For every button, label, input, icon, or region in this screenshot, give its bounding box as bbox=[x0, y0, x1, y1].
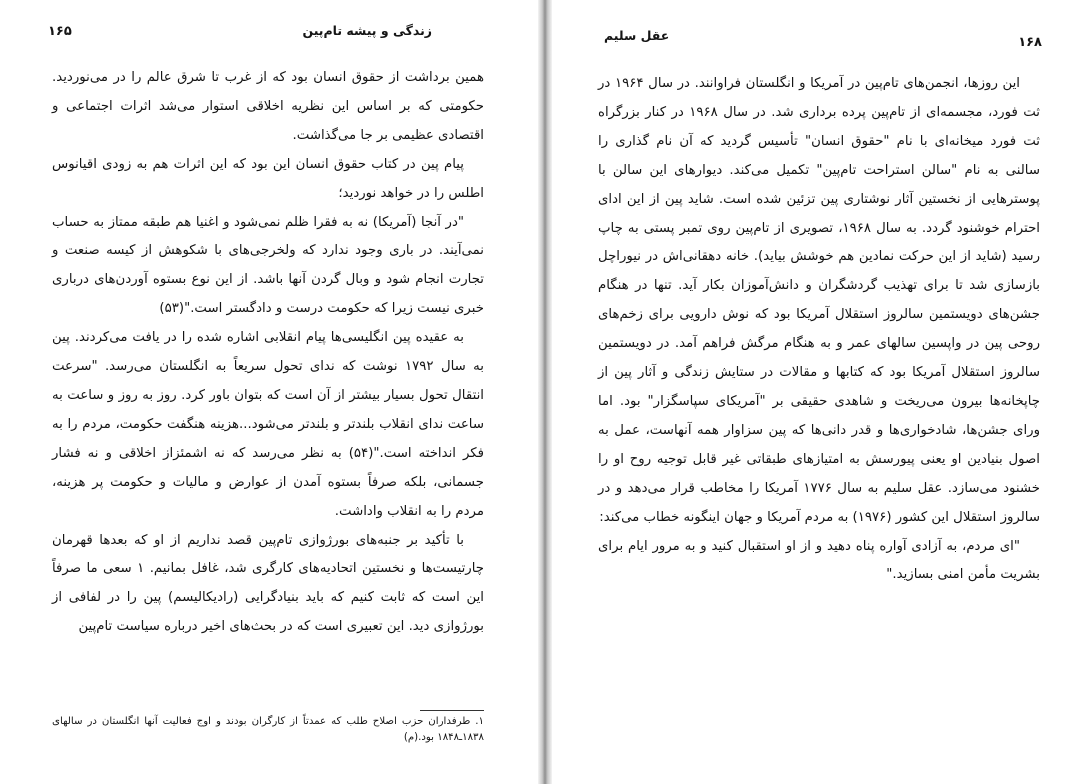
left-page-number: ۱۶۵ bbox=[48, 24, 72, 39]
paragraph: این روزها، انجمن‌های تام‌پین در آمریکا و انگلستان فراوانند. در سال ۱۹۶۴ در ثت فورد، مجسمه‌ای از تام‌پین پرده برداری شد. در سال ۱۹۶۸ در کنار بزرگراه ثت فورد میخانه‌ای با نام "حقوق انسان" تأسیس گردید که آن نام گذاری را سالنی به نام "سالن استراحت تام‌پین" تکمیل می‌کند. دیوارهای این سالن با پوسترهایی از نخستین آثار نوشتاری پین تزئین شده است. شاید پین از این ادای احترام خوشنود گردد. به سال ۱۹۶۸، تصویری از تام‌پین روی تمبر پستی به چاپ رسید (شاید از این حرکت نمادین هم خوشش بیاید). خانه دهقانی‌اش در نیوراچل بازسازی شد تا برای تهذیب گردشگران و دانش‌آموزان بکار آید. تنها در هنگام جشن‌های دویستمین سالروز استقلال آمریکا بود که نوش دارویی برای زخم‌های روحی پین در واپسین سالهای عمر و به هنگام مرگش فراهم آمد. در دویستمین سالروز استقلال آمریکا بود که کتابها و مقالات در ستایش زندگی و آثار پین از چاپخانه‌ها بیرون می‌ریخت و شاهدی حقیقی بر "آمریکای سپاسگزار" بود. اما ورای جشن‌ها، شادخواری‌ها و قدر دانی‌ها که پین سزاوار همه آنهاست، عمل به اصول بنیادین او یعنی پیورسش به امتیازهای طبقاتی غیر قابل توجیه روح او را خشنود می‌سازد. عقل سلیم به سال ۱۷۷۶ آمریکا را مخاطب قرار می‌دهد و در سالروز استقلال این کشور (۱۹۷۶) به مردم آمریکا و جهان اینگونه خطاب می‌کند: bbox=[598, 76, 1041, 525]
left-page bbox=[0, 0, 538, 784]
footnote: ۱. طرفداران حزب اصلاح طلب که عمدتاً از کارگران بودند و اوج فعالیت آنها انگلستان در سالهای ۱۸۳۸ـ۱۸۴۸ بود.(م) bbox=[52, 716, 484, 743]
book-gutter bbox=[538, 0, 552, 784]
paragraph: پیام پین در کتاب حقوق انسان این بود که این اثرات هم به زودی اقیانوس اطلس را در خواهد نوردید؛ bbox=[52, 156, 484, 201]
quote-paragraph: "ای مردم، به آزادی آواره پناه دهید و از او استقبال کنید و به مرور ایام برای بشریت مأمن امنی بسازید." bbox=[598, 538, 1040, 583]
paragraph: همین برداشت از حقوق انسان بود که از غرب تا شرق عالم را در می‌نوردید. حکومتی که بر اساس این نظریه اخلاقی استوار می‌شد اثرات اجتماعی و اقتصادی عظیمی بر جا می‌گذاشت. bbox=[52, 70, 484, 143]
right-page-number: ۱۶۸ bbox=[1018, 35, 1042, 50]
quote-paragraph: "در آنجا (آمریکا) نه به فقرا ظلم نمی‌شود و اغنیا هم طبقه ممتاز به حساب نمی‌آیند. در باری وجود ندارد که ولخرجی‌های با شکوهش از کیسه صنعت و تجارت انجام شود و وبال گردن آنها باشد. از این نوع بستوه آوردن‌های درباری خبری نیست زیرا که حکومت درست و دادگستر است."(۵۳) bbox=[52, 214, 484, 317]
right-body-text bbox=[598, 70, 1040, 590]
left-body-text bbox=[52, 64, 484, 642]
paragraph: با تأکید بر جنبه‌های بورژوازی تام‌پین قصد نداریم از او که بعدها قهرمان چارتیست‌ها و نخستین اتحادیه‌های کارگری شد، غافل بمانیم. ۱ سعی ما صرفاً این است که ثابت کنیم که باید بنیادگرایی (رادیکالیسم) پین را در لفافی از بورژوازی دید. این تعبیری است که در بحث‌های اخیر درباره سیاست تام‌پین bbox=[52, 532, 484, 635]
right-page bbox=[552, 0, 1086, 784]
right-running-head: عقل سلیم bbox=[604, 28, 670, 43]
paragraph: به عقیده پین انگلیسی‌ها پیام انقلابی اشاره شده را در یافت می‌کردند. پین به سال ۱۷۹۲ نوشت که ندای تحول سریعاً به انگلستان می‌رسد. "سرعت انتقال تحول بسیار بیشتر از آن است که بتوان باور کرد. روز به روز و ساعت به ساعت ندای انقلاب بلندتر و بلندتر می‌شود...هزینه هنگفت حکومت، مردم را به فکر انداخته است."(۵۴) به نظر می‌رسد که نه اشمئزاز اخلاقی و نه فشار جسمانی، بلکه صرفاً بستوه آمدن از عوارض و مالیات و حکومت پر هزینه، مردم را به انقلاب واداشت. bbox=[52, 330, 485, 519]
left-running-head: زندگی و پیشه تام‌پین bbox=[302, 23, 432, 38]
footnote-rule bbox=[420, 710, 484, 711]
